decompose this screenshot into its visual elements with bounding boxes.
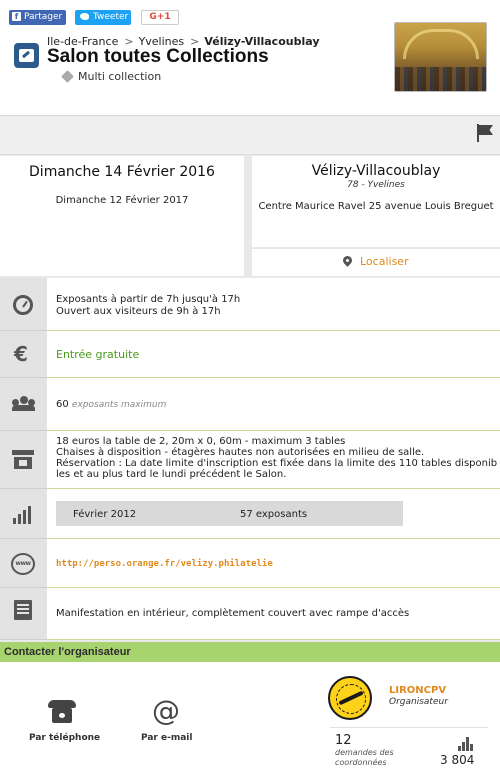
- breadcrumb-department[interactable]: Yvelines: [138, 35, 185, 48]
- event-category[interactable]: Multi collection: [78, 70, 162, 83]
- www-globe-icon: www: [11, 553, 35, 575]
- twitter-share-button[interactable]: [75, 10, 131, 25]
- share-bar: [0, 117, 500, 155]
- views-count: 3 804: [440, 753, 475, 767]
- twitter-bird-icon: [80, 13, 89, 20]
- contact-email-button[interactable]: Par e-mail: [141, 733, 193, 743]
- facebook-share-button[interactable]: [9, 10, 66, 25]
- clock-icon: [13, 295, 33, 315]
- website-link[interactable]: http://perso.orange.fr/velizy.philatelie: [56, 559, 273, 569]
- requests-label: demandes des coordonnées: [335, 748, 394, 767]
- calendar-icon: [14, 43, 39, 68]
- breadcrumb-city: Vélizy-Villacoublay: [204, 35, 320, 48]
- requests-count: 12: [335, 733, 352, 748]
- google-plus-button[interactable]: G+1: [141, 10, 179, 25]
- tables-chairs: Chaises à disposition - étagères hautes non autorisées en milieu de salle.: [56, 447, 425, 458]
- exhibitors-label: exposants maximum: [71, 400, 167, 410]
- contact-title: Contacter l'organisateur: [4, 646, 131, 658]
- contact-divider: [330, 727, 488, 728]
- flag-icon[interactable]: [476, 124, 494, 142]
- location-department: 78 - Yvelines: [347, 180, 405, 190]
- breadcrumb-region[interactable]: Ile-de-France: [47, 35, 119, 48]
- hours-exhibitors: Exposants à partir de 7h jusqu'à 17h: [56, 294, 241, 305]
- bar-chart-icon: [13, 506, 33, 524]
- organizer-role: Organisateur: [389, 697, 448, 707]
- page-title: Salon toutes Collections: [47, 46, 269, 67]
- market-stall-icon: [12, 450, 34, 470]
- views-bar-chart-icon: [458, 737, 472, 751]
- people-icon: [12, 396, 34, 410]
- document-icon: [14, 600, 32, 620]
- entry-price: Entrée gratuite: [56, 348, 140, 361]
- tables-reservation: Réservation : La date limite d'inscription est fixée dans la limite des 110 tables disponib: [56, 458, 498, 469]
- organizer-logo: [328, 676, 372, 720]
- breadcrumb-separator: >: [124, 35, 134, 48]
- event-date: Dimanche 14 Février 2016: [29, 164, 215, 180]
- stats-exhibitors: 57 exposants: [240, 509, 308, 520]
- facebook-share-label: Partager: [24, 12, 63, 22]
- tables-price: 18 euros la table de 2, 20m x 0, 60m - maximum 3 tables: [56, 436, 346, 447]
- hours-visitors: Ouvert aux visiteurs de 9h à 17h: [56, 306, 221, 317]
- venue-note: Manifestation en intérieur, complètement couvert avec rampe d'accès: [56, 608, 410, 619]
- location-city: Vélizy-Villacoublay: [311, 163, 441, 179]
- stats-date: Février 2012: [73, 509, 137, 520]
- facebook-icon: f: [12, 12, 21, 21]
- breadcrumb-separator: >: [190, 35, 200, 48]
- tables-deadline: les et au plus tard le lundi précédent le Salon.: [56, 469, 287, 480]
- event-date-previous: Dimanche 12 Février 2017: [55, 195, 189, 206]
- telephone-icon[interactable]: [48, 700, 76, 724]
- exhibitors-count: 60: [56, 399, 69, 410]
- at-sign-icon[interactable]: @: [152, 694, 180, 727]
- euro-icon: €: [14, 342, 28, 366]
- contact-phone-button[interactable]: Par téléphone: [29, 733, 101, 743]
- twitter-share-label: Tweeter: [93, 12, 129, 22]
- organizer-name[interactable]: LIRONCPV: [389, 685, 447, 696]
- event-photo[interactable]: [394, 22, 487, 92]
- location-address: Centre Maurice Ravel 25 avenue Louis Breguet: [258, 201, 494, 212]
- exhibitors-info: [56, 399, 166, 411]
- locate-label[interactable]: Localiser: [360, 255, 409, 268]
